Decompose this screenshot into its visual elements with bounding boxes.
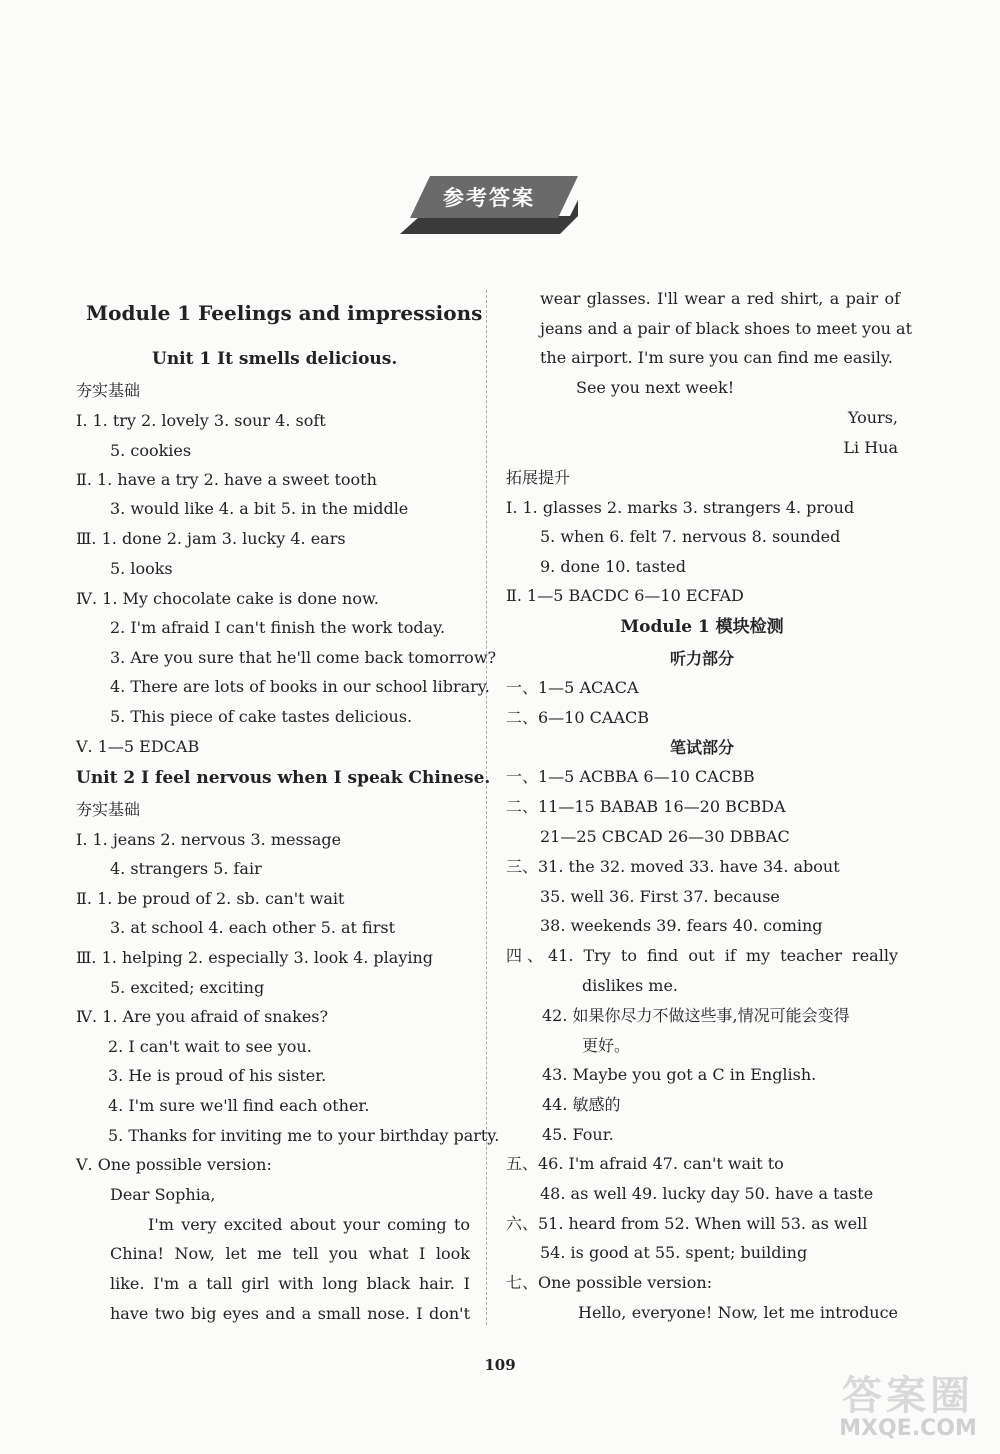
answer-line: 二、11—15 BABAB 16—20 BCBDA	[506, 797, 786, 816]
answer-line: 35. well 36. First 37. because	[540, 887, 780, 906]
letter-line: wear glasses. I'll wear a red shirt, a pair of	[540, 289, 900, 308]
answer-line: 3. Are you sure that he'll come back tomorrow?	[110, 648, 497, 667]
answer-line: 54. is good at 55. spent; building	[540, 1243, 808, 1262]
banner-title: 参考答案	[443, 186, 535, 210]
letter-line: the airport. I'm sure you can find me easily.	[540, 348, 893, 367]
answer-line: 五、46. I'm afraid 47. can't wait to	[506, 1154, 784, 1173]
answer-line: 45. Four.	[542, 1125, 614, 1144]
answer-line: Ⅱ. 1. be proud of 2. sb. can't wait	[76, 889, 345, 908]
answer-line: 七、One possible version:	[506, 1273, 713, 1292]
answer-line: Ⅲ. 1. helping 2. especially 3. look 4. playing	[76, 948, 434, 967]
answer-line: 3. would like 4. a bit 5. in the middle	[110, 499, 409, 518]
answer-line: 一、1—5 ACACA	[506, 678, 639, 697]
answer-line: 3. He is proud of his sister.	[108, 1066, 327, 1085]
unit1-title: Unit 1 It smells delicious.	[152, 349, 398, 369]
letter-line: I'm very excited about your coming to	[148, 1215, 470, 1234]
answer-line: 3. at school 4. each other 5. at first	[110, 918, 395, 937]
answer-line: dislikes me.	[582, 976, 678, 995]
module-title: Module 1 Feelings and impressions	[86, 301, 483, 325]
answer-line: 一、1—5 ACBBA 6—10 CACBB	[506, 767, 755, 786]
letter-line: have two big eyes and a small nose. I don't	[110, 1304, 470, 1323]
answer-line: Ⅰ. 1. glasses 2. marks 3. strangers 4. proud	[506, 498, 855, 517]
answer-line: 44. 敏感的	[542, 1095, 621, 1114]
answer-line: Ⅰ. 1. try 2. lovely 3. sour 4. soft	[76, 411, 326, 430]
letter-line: jeans and a pair of black shoes to meet you at	[540, 319, 912, 338]
listening-title: 听力部分	[669, 649, 734, 668]
writing-title: 笔试部分	[669, 738, 734, 757]
answer-line: Ⅱ. 1—5 BACDC 6—10 ECFAD	[506, 586, 744, 605]
unit2-section: 夯实基础	[76, 800, 141, 819]
watermark-top: 答案圈	[842, 1373, 974, 1419]
answer-line: 4. I'm sure we'll find each other.	[108, 1096, 370, 1115]
answer-line: Ⅳ. 1. My chocolate cake is done now.	[76, 589, 379, 608]
answer-line: 5. when 6. felt 7. nervous 8. sounded	[540, 527, 841, 546]
answer-line: 2. I can't wait to see you.	[108, 1037, 312, 1056]
answer-line: 三、31. the 32. moved 33. have 34. about	[506, 857, 840, 876]
answer-line: 42. 如果你尽力不做这些事,情况可能会变得	[542, 1006, 850, 1025]
answer-line: 2. I'm afraid I can't finish the work today.	[110, 618, 446, 637]
answer-line: 48. as well 49. lucky day 50. have a taste	[540, 1184, 874, 1203]
answer-line: 二、6—10 CAACB	[506, 708, 649, 727]
answer-line: Ⅴ. 1—5 EDCAB	[76, 737, 200, 756]
answer-line: 四、41. Try to find out if my teacher really	[506, 946, 898, 965]
answer-line: 5. cookies	[110, 441, 192, 460]
answer-key-banner	[400, 172, 578, 234]
extension-section: 拓展提升	[506, 468, 571, 487]
letter-line: China! Now, let me tell you what I look	[110, 1244, 470, 1263]
letter-line: Dear Sophia,	[110, 1185, 216, 1204]
answer-line: 21—25 CBCAD 26—30 DBBAC	[540, 827, 790, 846]
answer-line: 9. done 10. tasted	[540, 557, 686, 576]
watermark-bottom: MXQE.COM	[839, 1416, 977, 1441]
letter-line: See you next week!	[576, 378, 735, 397]
answer-line: 更好。	[582, 1036, 631, 1055]
letter-signature: Li Hua	[843, 438, 898, 457]
answer-line: Ⅲ. 1. done 2. jam 3. lucky 4. ears	[76, 529, 346, 548]
unit1-section: 夯实基础	[76, 381, 141, 400]
answer-line: 4. strangers 5. fair	[110, 859, 262, 878]
answer-line: Ⅳ. 1. Are you afraid of snakes?	[76, 1007, 329, 1026]
watermark-logo	[822, 1364, 994, 1448]
answer-line: Ⅴ. One possible version:	[76, 1155, 272, 1174]
letter-line: like. I'm a tall girl with long black hair. I	[110, 1274, 470, 1293]
letter-closing: Yours,	[847, 408, 898, 427]
module-test-title: Module 1 模块检测	[620, 617, 784, 637]
answer-line: 5. excited; exciting	[110, 978, 265, 997]
answer-line: Hello, everyone! Now, let me introduce	[578, 1303, 898, 1322]
answer-line: 4. There are lots of books in our school library.	[110, 677, 490, 696]
answer-line: Ⅱ. 1. have a try 2. have a sweet tooth	[76, 470, 377, 489]
answer-line: 5. Thanks for inviting me to your birthday party.	[108, 1126, 500, 1145]
answer-line: 43. Maybe you got a C in English.	[542, 1065, 817, 1084]
answer-line: 38. weekends 39. fears 40. coming	[540, 916, 823, 935]
answer-line: Ⅰ. 1. jeans 2. nervous 3. message	[76, 830, 342, 849]
page-number: 109	[484, 1356, 516, 1374]
answer-line: 六、51. heard from 52. When will 53. as well	[506, 1214, 868, 1233]
answer-line: 5. looks	[110, 559, 173, 578]
column-divider	[486, 290, 487, 1325]
unit2-title: Unit 2 I feel nervous when I speak Chinese.	[76, 768, 491, 788]
answer-line: 5. This piece of cake tastes delicious.	[110, 707, 413, 726]
